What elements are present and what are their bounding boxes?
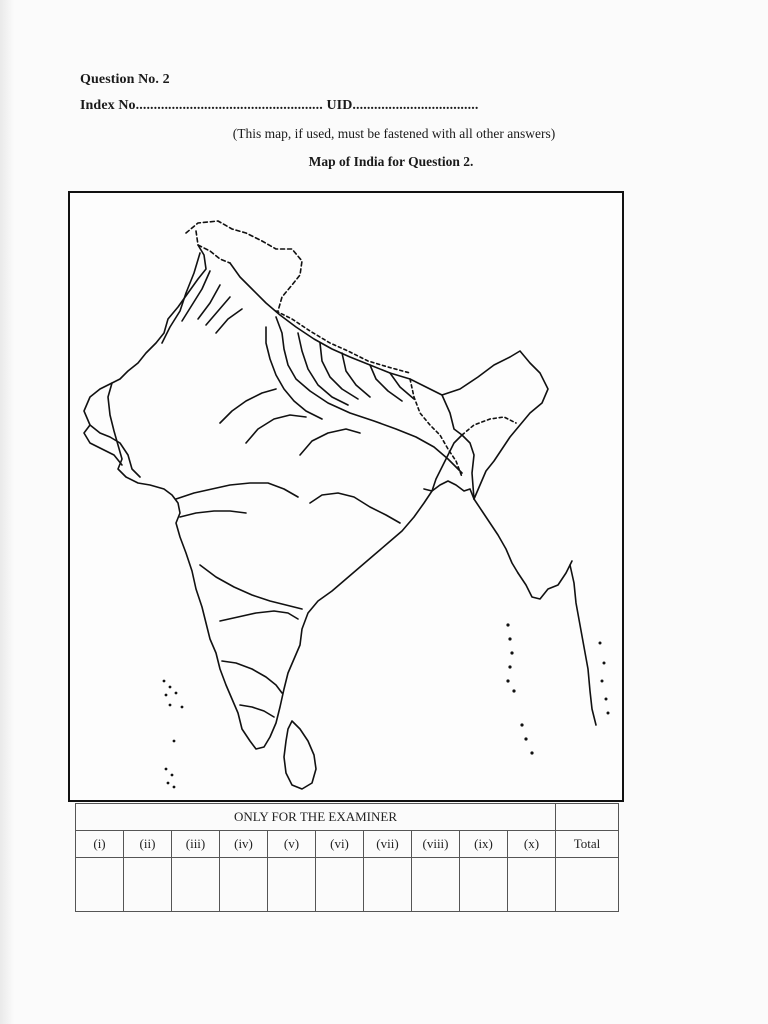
col-label-4: (iv)	[220, 831, 268, 858]
col-label-9: (ix)	[460, 831, 508, 858]
col-label-6: (vi)	[316, 831, 364, 858]
col-label-1: (i)	[76, 831, 124, 858]
col-label-10: (x)	[508, 831, 556, 858]
total-mark-cell[interactable]	[556, 858, 619, 912]
question-number: Question No. 2	[80, 72, 170, 87]
mark-cell-1[interactable]	[76, 858, 124, 912]
mark-cell-9[interactable]	[460, 858, 508, 912]
map-frame	[68, 191, 624, 802]
total-label: Total	[556, 831, 619, 858]
col-label-5: (v)	[268, 831, 316, 858]
mark-cell-7[interactable]	[364, 858, 412, 912]
mark-cell-5[interactable]	[268, 858, 316, 912]
index-uid-line: Index No.................................................... UID...................................	[80, 98, 479, 113]
mark-cell-3[interactable]	[172, 858, 220, 912]
mark-cell-10[interactable]	[508, 858, 556, 912]
col-label-2: (ii)	[124, 831, 172, 858]
map-title: Map of India for Question 2.	[308, 154, 474, 169]
mark-cell-2[interactable]	[124, 858, 172, 912]
mark-cell-4[interactable]	[220, 858, 268, 912]
examiner-marks-table	[75, 803, 619, 912]
mainland-outline	[108, 245, 462, 749]
col-label-8: (viii)	[412, 831, 460, 858]
col-label-3: (iii)	[172, 831, 220, 858]
mark-cell-6[interactable]	[316, 858, 364, 912]
sri-lanka-outline	[284, 721, 316, 789]
mark-cell-8[interactable]	[412, 858, 460, 912]
india-outline-map-icon	[70, 193, 622, 800]
fasten-note: (This map, if used, must be fastened with all other answers)	[232, 126, 556, 141]
examiner-heading: ONLY FOR THE EXAMINER	[76, 804, 556, 831]
island-dots	[163, 623, 610, 788]
col-label-7: (vii)	[364, 831, 412, 858]
total-heading-blank	[556, 804, 619, 831]
